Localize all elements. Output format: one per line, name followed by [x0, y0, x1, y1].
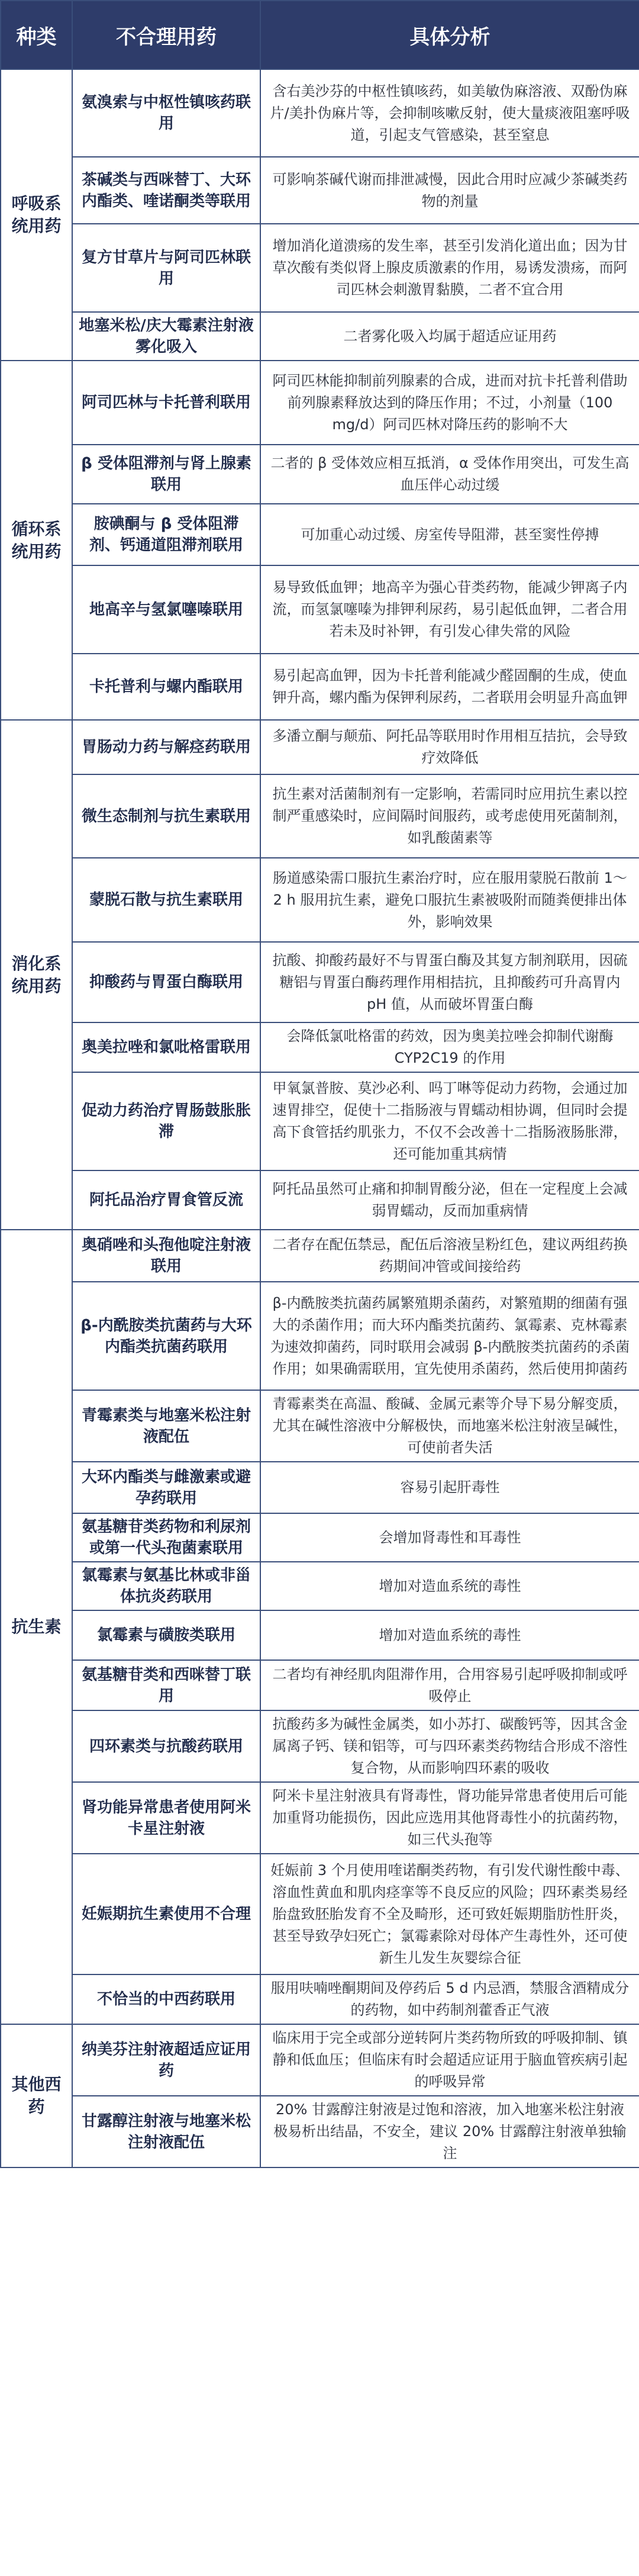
drug-cell: 促动力药治疗胃肠鼓胀胀滞	[72, 1072, 260, 1170]
analysis-cell: 容易引起肝毒性	[260, 1462, 639, 1513]
analysis-cell: 含右美沙芬的中枢性镇咳药，如美敏伪麻溶液、双酚伪麻片/美扑伪麻片等，会抑制咳嗽反射，使大量痰液阻塞呼吸道，引起支气管感染，甚至窒息	[260, 69, 639, 157]
analysis-cell: 抗酸药多为碱性金属类，如小苏打、碳酸钙等，因其含金属离子钙、镁和铝等，可与四环素类药物结合形成不溶性复合物，从而影响四环素的吸收	[260, 1710, 639, 1782]
table-row	[1, 1282, 639, 1390]
analysis-cell: 阿司匹林能抑制前列腺素的合成，进而对抗卡托普利借助前列腺素释放达到的降压作用；不过，小剂量（100 mg/d）阿司匹林对降压药的影响不大	[260, 361, 639, 445]
drug-cell: 阿司匹林与卡托普利联用	[72, 361, 260, 445]
table-row	[1, 2096, 639, 2167]
drug-cell: 茶碱类与西咪替丁、大环内酯类、喹诺酮类等联用	[72, 157, 260, 224]
drug-cell: 大环内酯类与雌激素或避孕药联用	[72, 1462, 260, 1513]
analysis-cell: 易导致低血钾；地高辛为强心苷类药物，能减少钾离子内流，而氢氯噻嗪为排钾利尿药，易引起低血钾，二者合用若未及时补钾，有引发心律失常的风险	[260, 565, 639, 654]
drug-cell: 胃肠动力药与解痉药联用	[72, 720, 260, 774]
analysis-cell: 二者存在配伍禁忌，配伍后溶液呈粉红色，建议两组药换药期间冲管或间接给药	[260, 1230, 639, 1282]
drug-cell: 青霉素类与地塞米松注射液配伍	[72, 1390, 260, 1462]
drug-cell: 卡托普利与螺内酯联用	[72, 654, 260, 720]
category-cell: 抗生素	[1, 1230, 72, 2024]
table-row	[1, 504, 639, 565]
table-row	[1, 1660, 639, 1710]
drug-cell: 氨基糖苷类药物和利尿剂或第一代头孢菌素联用	[72, 1513, 260, 1562]
drug-cell: 奥硝唑和头孢他啶注射液联用	[72, 1230, 260, 1282]
drug-cell: 蒙脱石散与抗生素联用	[72, 858, 260, 942]
drug-cell: 地高辛与氢氯噻嗪联用	[72, 565, 260, 654]
table-row	[1, 445, 639, 504]
table-row	[1, 1710, 639, 1782]
drug-cell: 妊娠期抗生素使用不合理	[72, 1854, 260, 1974]
analysis-cell: 增加消化道溃疡的发生率，甚至引发消化道出血；因为甘草次酸有类似肾上腺皮质激素的作用，易诱发溃疡，而阿司匹林会刺激胃黏膜，二者不宜合用	[260, 224, 639, 312]
drug-cell: 氨溴索与中枢性镇咳药联用	[72, 69, 260, 157]
category-cell: 循环系统用药	[1, 361, 72, 720]
analysis-cell: 抗生素对活菌制剂有一定影响，若需同时应用抗生素以控制严重感染时，应间隔时间服药，或考虑使用死菌制剂，如乳酸菌素等	[260, 774, 639, 858]
analysis-cell: 增加对造血系统的毒性	[260, 1562, 639, 1610]
drug-cell: 甘露醇注射液与地塞米松注射液配伍	[72, 2096, 260, 2167]
analysis-cell: 阿托品虽然可止痛和抑制胃酸分泌，但在一定程度上会减弱胃蠕动，反而加重病情	[260, 1170, 639, 1230]
drug-cell: β-内酰胺类抗菌药与大环内酯类抗菌药联用	[72, 1282, 260, 1390]
table-row	[1, 654, 639, 720]
category-cell: 消化系统用药	[1, 720, 72, 1230]
table-row	[1, 312, 639, 361]
drug-cell: 复方甘草片与阿司匹林联用	[72, 224, 260, 312]
drug-cell: 氯霉素与氨基比林或非甾体抗炎药联用	[72, 1562, 260, 1610]
category-cell: 呼吸系统用药	[1, 69, 72, 361]
table-row	[1, 1782, 639, 1854]
table-row	[1, 2024, 639, 2096]
analysis-cell: 会增加肾毒性和耳毒性	[260, 1513, 639, 1562]
drug-cell: β 受体阻滞剂与肾上腺素联用	[72, 445, 260, 504]
drug-cell: 胺碘酮与 β 受体阻滞剂、钙通道阻滞剂联用	[72, 504, 260, 565]
analysis-cell: 肠道感染需口服抗生素治疗时，应在服用蒙脱石散前 1～2 h 服用抗生素，避免口服抗生素被吸附而随粪便排出体外，影响效果	[260, 858, 639, 942]
table-header-row	[1, 1, 639, 69]
table-row	[1, 720, 639, 774]
table-row	[1, 1462, 639, 1513]
drug-cell: 阿托品治疗胃食管反流	[72, 1170, 260, 1230]
analysis-cell: 20% 甘露醇注射液是过饱和溶液，加入地塞米松注射液极易析出结晶，不安全，建议 20% 甘露醇注射液单独输注	[260, 2096, 639, 2167]
table-row	[1, 1230, 639, 1282]
drug-cell: 抑酸药与胃蛋白酶联用	[72, 942, 260, 1022]
drug-cell: 奥美拉唑和氯吡格雷联用	[72, 1022, 260, 1072]
table-row	[1, 1513, 639, 1562]
drug-cell: 肾功能异常患者使用阿米卡星注射液	[72, 1782, 260, 1854]
table-row	[1, 69, 639, 157]
analysis-cell: 可影响茶碱代谢而排泄减慢，因此合用时应减少茶碱类药物的剂量	[260, 157, 639, 224]
table-row	[1, 157, 639, 224]
analysis-cell: 临床用于完全或部分逆转阿片类药物所致的呼吸抑制、镇静和低血压；但临床有时会超适应证用于脑血管疾病引起的呼吸异常	[260, 2024, 639, 2096]
drug-cell: 纳美芬注射液超适应证用药	[72, 2024, 260, 2096]
table-row	[1, 1170, 639, 1230]
table-row	[1, 361, 639, 445]
analysis-cell: 增加对造血系统的毒性	[260, 1610, 639, 1660]
table-row	[1, 942, 639, 1022]
analysis-cell: β-内酰胺类抗菌药属繁殖期杀菌药，对繁殖期的细菌有强大的杀菌作用；而大环内酯类抗菌药、氯霉素、克林霉素为速效抑菌药，同时联用会减弱 β-内酰胺类抗菌药的杀菌作用；如果确需联用，宜先使用杀菌药，然后使用抑菌药	[260, 1282, 639, 1390]
drug-cell: 地塞米松/庆大霉素注射液雾化吸入	[72, 312, 260, 361]
analysis-cell: 服用呋喃唑酮期间及停药后 5 d 内忌酒，禁服含酒精成分的药物，如中药制剂藿香正气液	[260, 1974, 639, 2024]
drug-cell: 四环素类与抗酸药联用	[72, 1710, 260, 1782]
header-category: 种类	[1, 1, 72, 69]
category-cell: 其他西药	[1, 2024, 72, 2167]
table-body	[1, 69, 639, 2167]
table-row	[1, 1974, 639, 2024]
table-row	[1, 1610, 639, 1660]
analysis-cell: 抗酸、抑酸药最好不与胃蛋白酶及其复方制剂联用，因硫糖铝与胃蛋白酶药理作用相拮抗，且抑酸药可升高胃内 pH 值，从而破坏胃蛋白酶	[260, 942, 639, 1022]
analysis-cell: 二者的 β 受体效应相互抵消，α 受体作用突出，可发生高血压伴心动过缓	[260, 445, 639, 504]
analysis-cell: 二者雾化吸入均属于超适应证用药	[260, 312, 639, 361]
table-row	[1, 1022, 639, 1072]
table-row	[1, 1562, 639, 1610]
header-analysis: 具体分析	[260, 1, 639, 69]
table-row	[1, 774, 639, 858]
table-row	[1, 565, 639, 654]
analysis-cell: 青霉素类在高温、酸碱、金属元素等介导下易分解变质，尤其在碱性溶液中分解极快，而地塞米松注射液呈碱性，可使前者失活	[260, 1390, 639, 1462]
table-row	[1, 1854, 639, 1974]
table-row	[1, 224, 639, 312]
drug-cell: 氨基糖苷类和西咪替丁联用	[72, 1660, 260, 1710]
analysis-cell: 可加重心动过缓、房室传导阻滞，甚至窦性停搏	[260, 504, 639, 565]
table-row	[1, 858, 639, 942]
analysis-cell: 阿米卡星注射液具有肾毒性，肾功能异常患者使用后可能加重肾功能损伤，因此应选用其他肾毒性小的抗菌药物，如三代头孢等	[260, 1782, 639, 1854]
analysis-cell: 甲氧氯普胺、莫沙必利、吗丁啉等促动力药物，会通过加速胃排空，促使十二指肠液与胃蠕动相协调，但同时会提高下食管括约肌张力，不仅不会改善十二指肠液肠胀滞，还可能加重其病情	[260, 1072, 639, 1170]
drug-cell: 氯霉素与磺胺类联用	[72, 1610, 260, 1660]
analysis-cell: 二者均有神经肌肉阻滞作用，合用容易引起呼吸抑制或呼吸停止	[260, 1660, 639, 1710]
drug-cell: 不恰当的中西药联用	[72, 1974, 260, 2024]
analysis-cell: 多潘立酮与颠茄、阿托品等联用时作用相互拮抗，会导致疗效降低	[260, 720, 639, 774]
table-row	[1, 1390, 639, 1462]
analysis-cell: 会降低氯吡格雷的药效，因为奥美拉唑会抑制代谢酶 CYP2C19 的作用	[260, 1022, 639, 1072]
analysis-cell: 妊娠前 3 个月使用喹诺酮类药物，有引发代谢性酸中毒、溶血性黄血和肌肉痉挛等不良反应的风险；四环素类易经胎盘致胚胎发育不全及畸形，还可致妊娠期脂肪性肝炎，甚至导致孕妇死亡；氯霉素除对母体产生毒性外，还可使新生儿发生灰婴综合征	[260, 1854, 639, 1974]
analysis-cell: 易引起高血钾，因为卡托普利能减少醛固酮的生成，使血钾升高，螺内酯为保钾利尿药，二者联用会明显升高血钾	[260, 654, 639, 720]
drug-cell: 微生态制剂与抗生素联用	[72, 774, 260, 858]
table-row	[1, 1072, 639, 1170]
header-drug: 不合理用药	[72, 1, 260, 69]
